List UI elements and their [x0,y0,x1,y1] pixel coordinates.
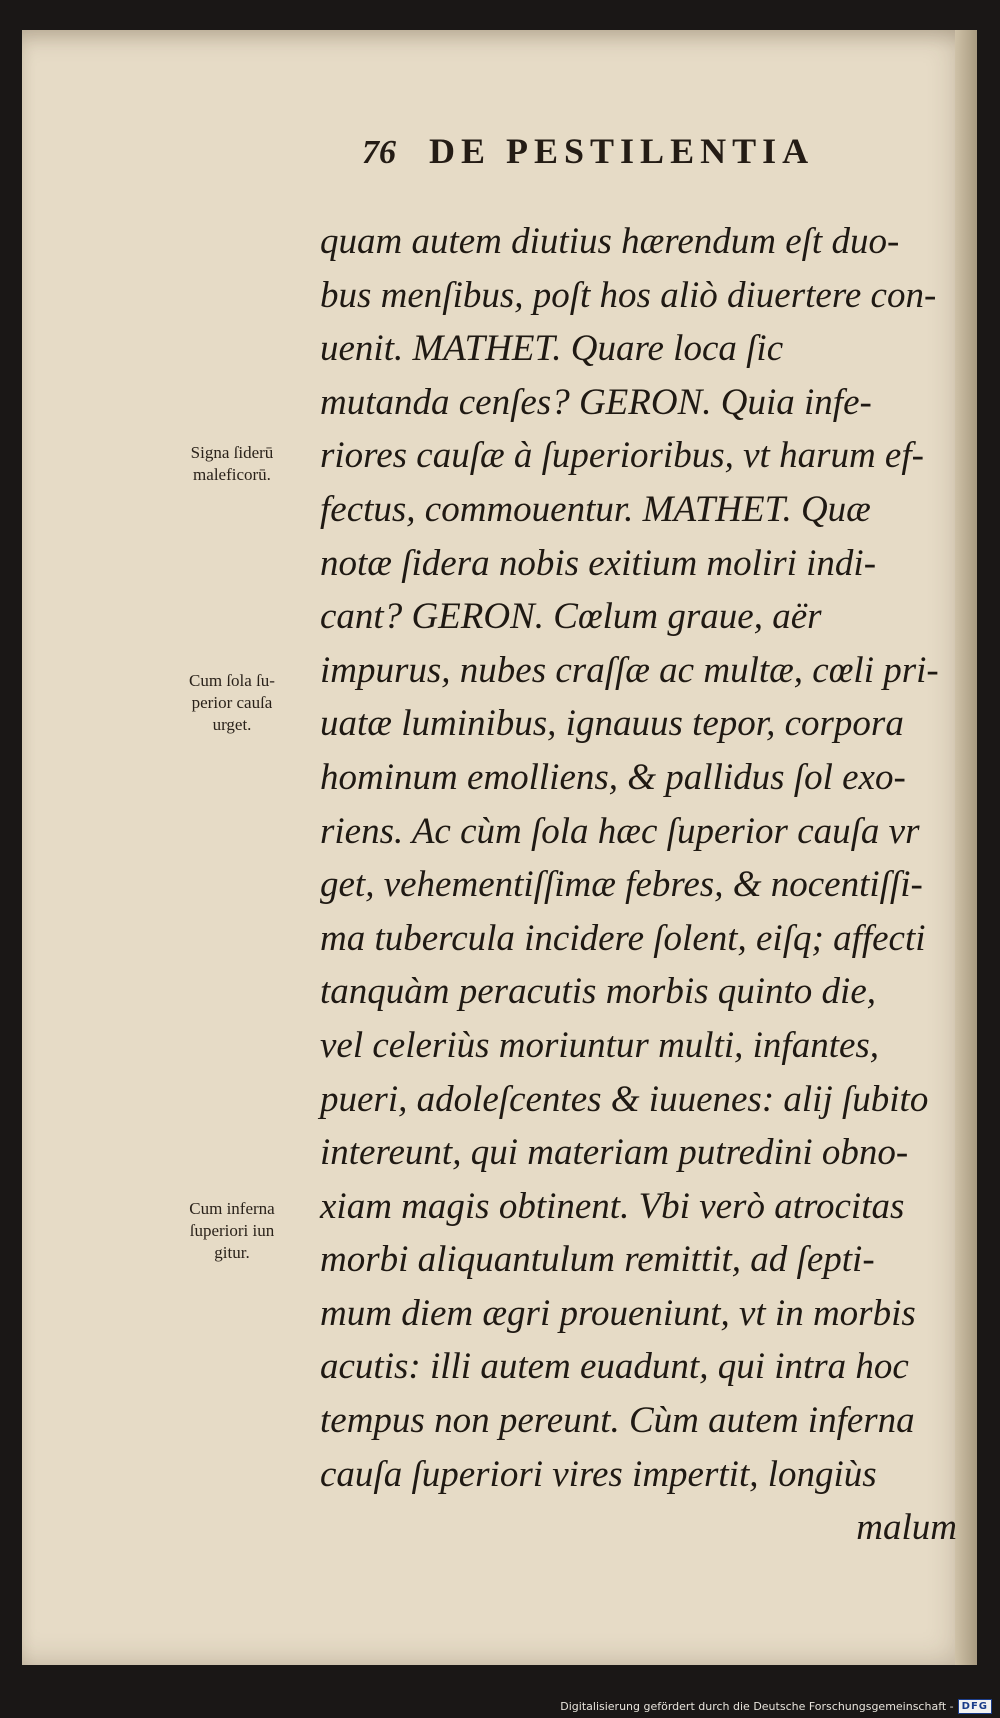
book-page [22,30,977,1665]
margin-note-line: gitur. [214,1243,250,1262]
text-line: acutis: illi autem euadunt, qui intra hoc [320,1346,909,1388]
text-line: xiam magis obtinent. Vbi verò atrocitas [320,1185,905,1227]
credit-text: Digitalisierung gefördert durch die Deutsche Forschungsgemeinschaft - [560,1699,954,1713]
text-line: mutanda cenſes? GERON. Quia infe- [320,381,872,423]
text-line: cant? GERON. Cœlum graue, aër [320,596,822,638]
margin-note-line: Cum ſola ſu- [189,671,275,690]
text-line: hominum emolliens, & pallidus ſol exo- [320,756,906,798]
text-line: notæ ſidera nobis exitium moliri indi- [320,542,877,584]
text-line: cauſa ſuperiori vires impertit, longiùs [320,1453,877,1495]
text-line: ma tubercula incidere ſolent, eiſq; affecti [320,917,926,959]
text-line: mum diem ægri proueniunt, vt in morbis [320,1292,916,1334]
body-text [320,215,975,1555]
margin-note-line: ſuperiori iun [189,1221,275,1240]
text-line: uenit. MATHET. Quare loca ſic [320,328,784,370]
margin-note-line: perior cauſa [191,693,273,712]
margin-note-line: Cum inferna [189,1199,275,1218]
margin-note-line: maleficorū. [193,465,271,484]
text-line: tanquàm peracutis morbis quinto die, [320,971,877,1013]
text-line: riens. Ac cùm ſola hæc ſuperior cauſa vr [320,810,920,852]
margin-note-line: urget. [212,715,252,734]
margin-note-signs [152,442,312,486]
text-line: quam autem diutius hærendum eſt duo- [320,221,900,262]
text-line: morbi aliquantulum remittit, ad ſepti- [320,1239,875,1281]
text-line: vel celeriùs moriuntur multi, infantes, [320,1024,880,1066]
margin-note-line: Signa ſiderū [190,443,274,462]
text-line: impurus, nubes craſſæ ac multæ, cœli pri- [320,649,939,691]
text-line: riores cauſæ à ſuperioribus, vt harum ef- [320,435,924,477]
dfg-logo-icon: DFG [958,1699,992,1714]
digitization-credit [560,1696,992,1716]
text-line: intereunt, qui materiam putredini obno- [320,1132,909,1174]
text-line: fectus, commouentur. MATHET. Quæ [320,488,871,530]
margin-note-superior-cause [152,670,312,736]
margin-note-inferior-cause [152,1198,312,1264]
text-line: pueri, adoleſcentes & iuuenes: alij ſubito [320,1078,929,1120]
text-line: get, vehementiſſimæ febres, & nocentiſſi- [320,864,923,906]
running-head [362,130,922,172]
page-number: 76 [362,134,396,171]
running-head-title: DE PESTILENTIA [429,131,815,171]
catchword: malum [856,1507,957,1549]
text-line: tempus non pereunt. Cùm autem inferna [320,1400,915,1442]
text-line: bus menſibus, poſt hos aliò diuertere con- [320,274,937,316]
text-line: uatæ luminibus, ignauus tepor, corpora [320,703,904,745]
